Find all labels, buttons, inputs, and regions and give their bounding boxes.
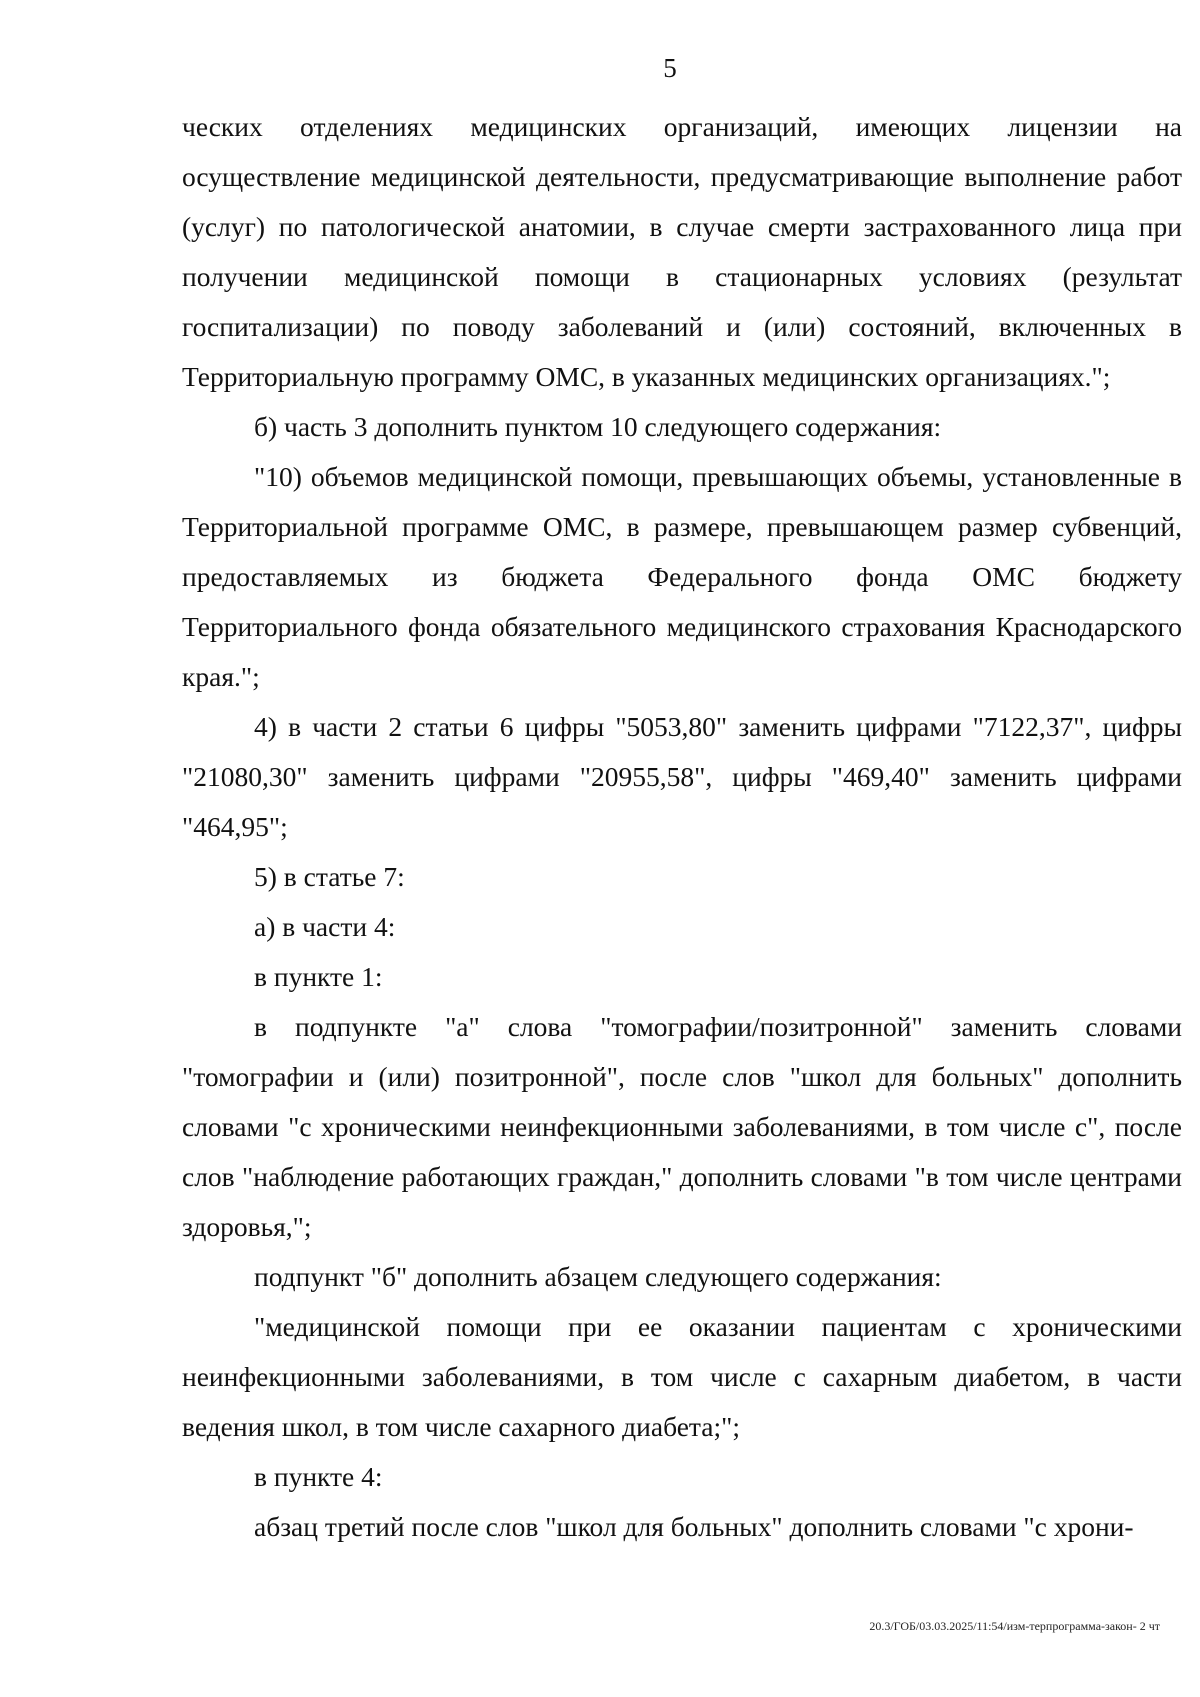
paragraph-item-4: 4) в части 2 статьи 6 цифры "5053,80" заменить цифрами "7122,37", цифры "21080,30" заменить цифрами "20955,58", цифры "469,40" заменить цифрами "464,95";: [182, 711, 1182, 842]
paragraph-abzac-third: абзац третий после слов "школ для больных" дополнить словами "с хрони-: [254, 1511, 1134, 1542]
document-body: [182, 102, 1182, 1552]
paragraph-item-5: 5) в статье 7:: [254, 861, 405, 892]
paragraph-item-b: б) часть 3 дополнить пунктом 10 следующего содержания:: [254, 411, 942, 442]
paragraph-point-4: в пункте 4:: [254, 1461, 383, 1492]
footer-reference: 20.3/ГОБ/03.03.2025/11:54/изм-терпрограмма-закон- 2 чт: [869, 1619, 1160, 1633]
paragraph-point-1: в пункте 1:: [254, 961, 383, 992]
page-number: 5: [663, 53, 677, 83]
paragraph-item-a: а) в части 4:: [254, 911, 396, 942]
paragraph-continuation: ческих отделениях медицинских организаций, имеющих лицензии на осуществление медицинской деятельности, предусматривающие выполнение работ (услуг) по патологической анатомии, в случае смерти застрахованного лица при получении медицинской помощи в стационарных условиях (результат госпитализации) по поводу заболеваний и (или) состояний, включенных в Территориальную программу ОМС, в указанных медицинских организациях.";: [182, 111, 1182, 392]
paragraph-subpoint-b: подпункт "б" дополнить абзацем следующего содержания:: [254, 1261, 942, 1292]
paragraph-quote-medical-help: "медицинской помощи при ее оказании пациентам с хроническими неинфекционными заболеваниями, в том числе с сахарным диабетом, в части ведения школ, в том числе сахарного диабета;";: [182, 1311, 1182, 1442]
paragraph-quote-10: "10) объемов медицинской помощи, превышающих объемы, установленные в Территориальной программе ОМС, в размере, превышающем размер субвенций, предоставляемых из бюджета Федерального фонда ОМС бюджету Территориального фонда обязательного медицинского страхования Краснодарского края.";: [182, 461, 1182, 692]
paragraph-subpoint-a: в подпункте "а" слова "томографии/позитронной" заменить словами "томографии и (или) позитронной", после слов "школ для больных" дополнить словами "с хроническими неинфекционными заболеваниями, в том числе с", после слов "наблюдение работающих граждан," дополнить словами "в том числе центрами здоровья,";: [182, 1011, 1182, 1242]
